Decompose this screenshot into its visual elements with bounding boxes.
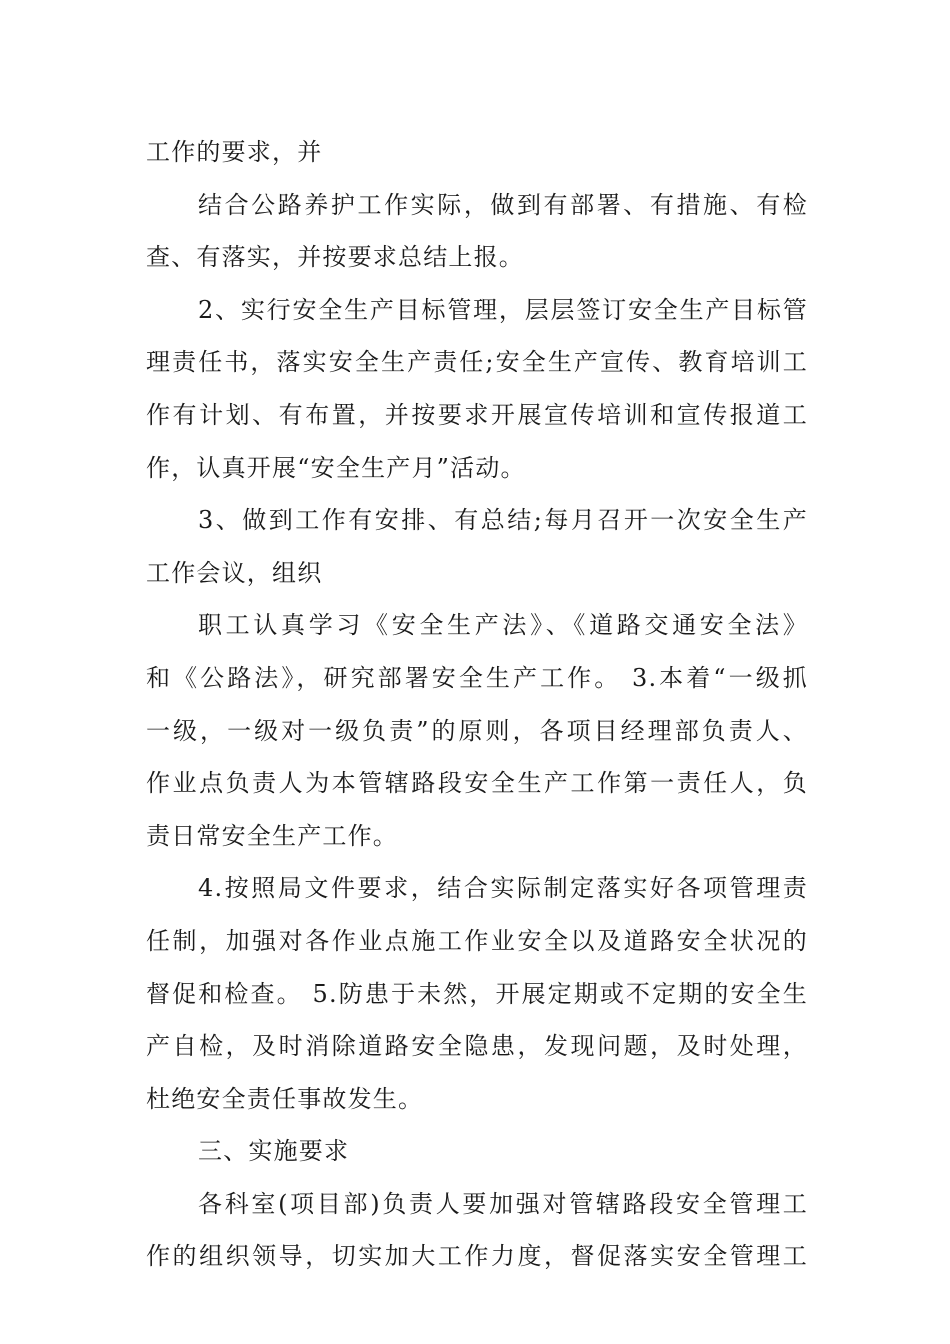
text-line: 3、做到工作有安排、有总结;每月召开一次安全生产 (198, 506, 808, 535)
text-line: 作业点负责人为本管辖路段安全生产工作第一责任人，负 (146, 769, 808, 798)
section-heading: 三、实施要求 (198, 1137, 350, 1166)
text-line: 结合公路养护工作实际，做到有部署、有措施、有检 (198, 190, 808, 219)
text-line: 工作的要求，并 (146, 138, 323, 166)
text-line: 督促和检查。 5.防患于未然，开展定期或不定期的安全生 (146, 979, 808, 1008)
text-line: 2、实行安全生产目标管理，层层签订安全生产目标管 (198, 295, 808, 324)
text-line: 理责任书，落实安全生产责任;安全生产宣传、教育培训工 (146, 348, 808, 377)
text-line: 工作会议，组织 (146, 558, 323, 587)
text-line: 一级，一级对一级负责”的原则，各项目经理部负责人、 (146, 716, 808, 745)
text-line: 职工认真学习《安全生产法》、《道路交通安全法》 (198, 611, 808, 640)
text-line: 产自检，及时消除道路安全隐患，发现问题，及时处理， (146, 1032, 808, 1061)
text-line: 各科室(项目部)负责人要加强对管辖路段安全管理工 (198, 1189, 808, 1218)
document-page (146, 126, 808, 1283)
text-line: 查、有落实，并按要求总结上报。 (146, 243, 524, 272)
text-line: 任制，加强对各作业点施工作业安全以及道路安全状况的 (146, 926, 808, 955)
text-line: 4.按照局文件要求，结合实际制定落实好各项管理责 (198, 874, 808, 903)
text-line: 作，认真开展“安全生产月”活动。 (146, 453, 526, 482)
text-line: 责日常安全生产工作。 (146, 821, 398, 850)
text-line: 杜绝安全责任事故发生。 (146, 1084, 424, 1113)
text-line: 作有计划、有布置，并按要求开展宣传培训和宣传报道工 (146, 400, 808, 429)
text-line: 和《公路法》，研究部署安全生产工作。 3.本着“一级抓 (146, 663, 808, 692)
text-line: 作的组织领导，切实加大工作力度，督促落实安全管理工 (146, 1242, 808, 1271)
